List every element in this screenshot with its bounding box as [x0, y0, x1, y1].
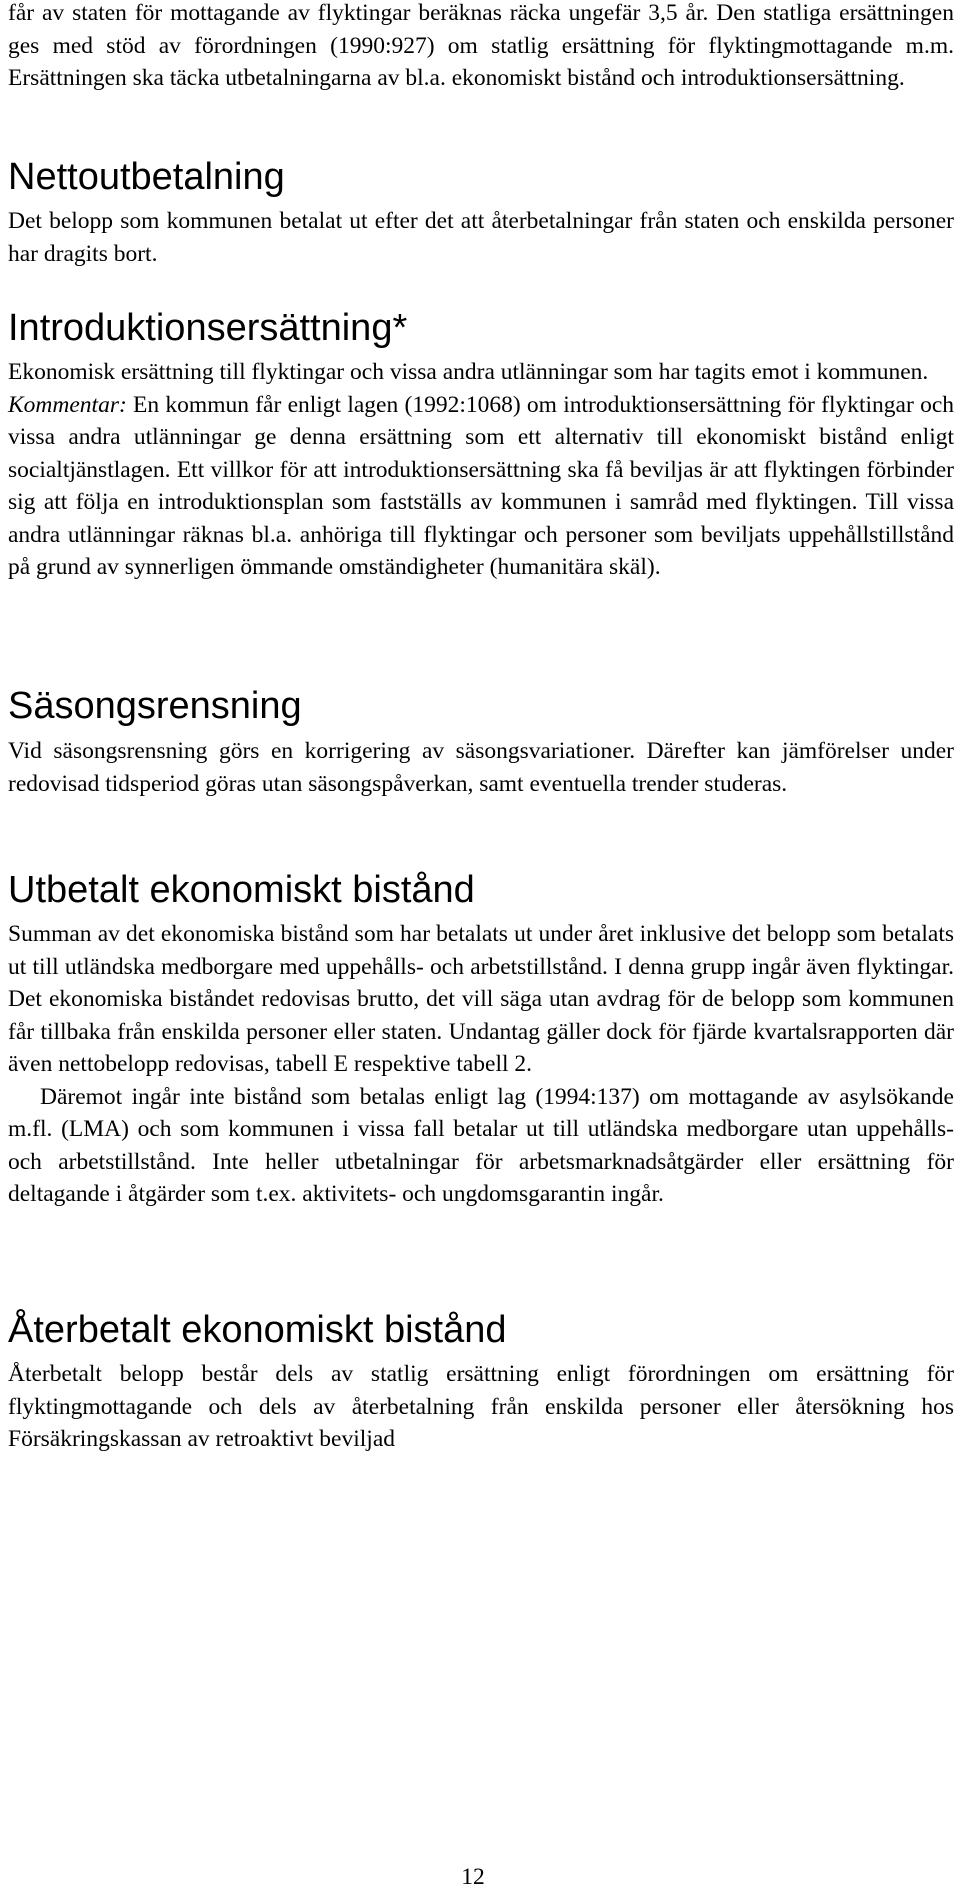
heading-nettoutbetalning: Nettoutbetalning: [8, 156, 285, 198]
introduktionsersattning-body: [8, 356, 954, 584]
intro-paragraph: får av staten för mottagande av flyktingar beräknas räcka ungefär 3,5 år. Den statliga ersättningen ges med stöd av förordningen (1990:927) om statlig ersättning för flyktingmottagande m.m. Ersättningen ska täcka utbetalningarna av bl.a. ekonomiskt bistånd och introduktionsersättning.: [8, 0, 954, 91]
nettoutbetalning-text: Det belopp som kommunen betalat ut efter det att återbetalningar från staten och enskilda personer har dragits bort.: [8, 208, 954, 267]
introduktionsersattning-text: Ekonomisk ersättning till flyktingar och vissa andra utlänningar som har tagits emot i kommunen.: [8, 359, 929, 385]
introduktionsersattning-comment: [8, 389, 954, 584]
heading-aterbetalt: Återbetalt ekonomiskt bistånd: [8, 1309, 507, 1351]
utbetalt-paragraph-1: Summan av det ekonomiska bistånd som har betalats ut under året inklusive det belopp som betalats ut till utländska medborgare med uppehålls- och arbetstillstånd. I denna grupp ingår även flyktingar. Det ekonomiska biståndet redovisas brutto, det vill säga utan avdrag för de belopp som kommunen får tillbaka från enskilda personer eller staten. Undantag gäller dock för fjärde kvartalsrapporten där även nettobelopp redovisas, tabell E respektive tabell 2.: [8, 921, 954, 1077]
comment-label: Kommentar:: [8, 391, 127, 418]
aterbetalt-text: Återbetalt belopp består dels av statlig ersättning enligt förordningen om ersättning för flyktingmottagande och dels av återbetalning från enskilda personer eller återsökning hos Försäkringskassan av retroaktivt beviljad: [8, 1361, 954, 1452]
comment-text: En kommun får enligt lagen (1992:1068) om introduktionsersättning för flyktingar och vissa andra utlänningar ge denna ersättning som ett alternativ till ekonomiskt bistånd enligt socialtjänstlagen. Ett villkor för att introduktionsersättning ska få beviljas är att flyktingen förbinder sig att följa en introduktionsplan som fastställs av kommunen i samråd med flyktingen. Till vissa andra utlänningar räknas bl.a. anhöriga till flyktingar och personer som beviljats uppehållstillstånd på grund av synnerligen ömmande omständigheter (humanitära skäl).: [8, 391, 954, 580]
page-number: 12: [461, 1864, 485, 1890]
utbetalt-paragraph-2: Däremot ingår inte bistånd som betalas enligt lag (1994:137) om mottagande av asylsökande m.fl. (LMA) och som kommunen i vissa fall betalar ut till utländska medborgare utan uppehålls- och arbetstillstånd. Inte heller utbetalningar för arbetsmarknadsåtgärder eller ersättning för deltagande i åtgärder som t.ex. aktivitets- och ungdomsgarantin ingår.: [8, 1083, 954, 1207]
utbetalt-body: [8, 918, 954, 1211]
sasongsrensning-text: Vid säsongsrensning görs en korrigering av säsongsvariationer. Därefter kan jämförelser under redovisad tidsperiod göras utan säsongspåverkan, samt eventuella trender studeras.: [8, 738, 954, 797]
heading-sasongsrensning: Säsongsrensning: [8, 685, 302, 727]
heading-utbetalt: Utbetalt ekonomiskt bistånd: [8, 869, 475, 911]
heading-introduktionsersattning: Introduktionsersättning*: [8, 307, 408, 349]
